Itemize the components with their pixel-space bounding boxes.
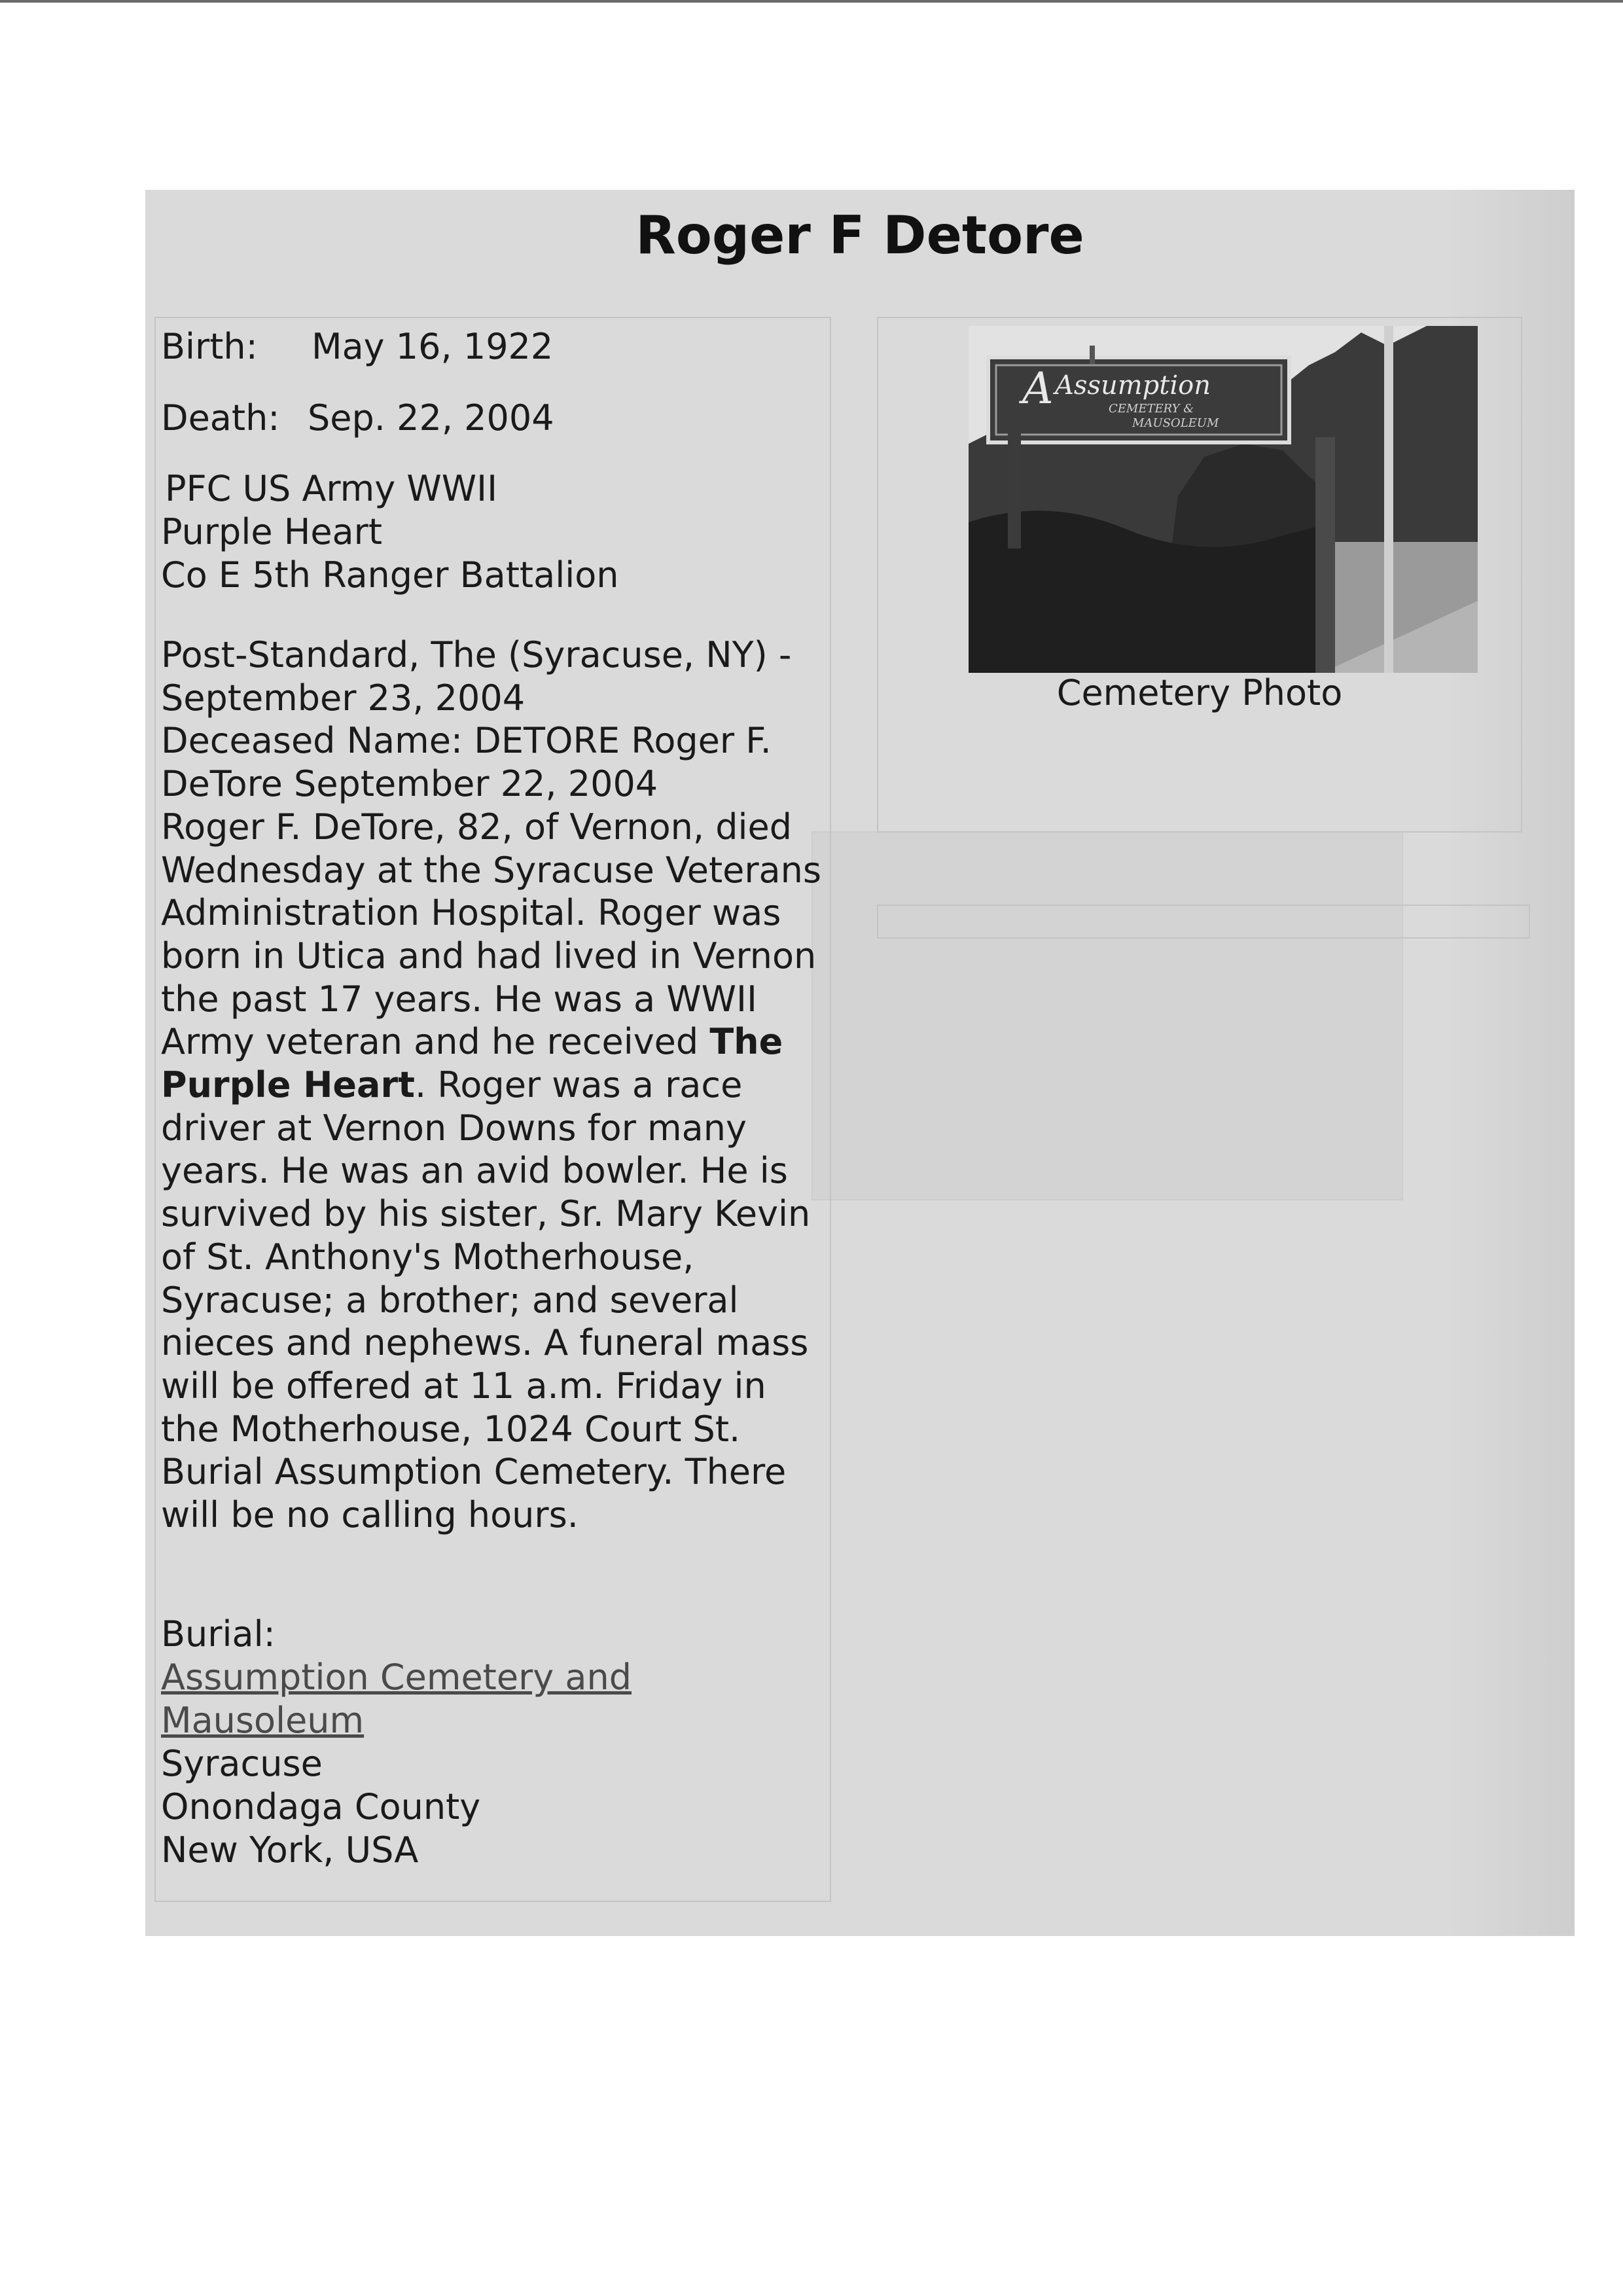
- birth-date: May 16, 1922: [312, 326, 554, 367]
- obituary-text: [161, 634, 829, 1537]
- burial-county: Onondaga County: [161, 1786, 481, 1827]
- photo-box-footer: [877, 905, 1530, 939]
- cemetery-photo-image: [969, 326, 1478, 673]
- scan-edge: [0, 0, 1623, 3]
- cemetery-link[interactable]: Assumption Cemetery and: [161, 1657, 632, 1698]
- page-title: Roger F Detore: [635, 205, 1084, 266]
- service-line-1: PFC US Army WWII: [165, 468, 498, 509]
- cemetery-link-line-2[interactable]: [161, 1699, 364, 1742]
- obituary-deceased-line: Deceased Name: DETORE Roger F. DeTore September 22, 2004: [161, 720, 772, 805]
- obituary-source: Post-Standard, The (Syracuse, NY) - September 23, 2004: [161, 634, 792, 719]
- obituary-body: [161, 806, 829, 1537]
- background-ghost-box: [812, 831, 1403, 1200]
- photo-caption: Cemetery Photo: [1056, 672, 1343, 713]
- death-label: Death:: [161, 397, 280, 439]
- birth-label: Birth:: [161, 326, 258, 367]
- sign-sub-text-2: MAUSOLEUM: [1132, 416, 1219, 430]
- obituary-body-part-1: Roger F. DeTore, 82, of Vernon, died Wednesday at the Syracuse Veterans Administration Hospital. Roger was born in Utica and had lived in Vernon the past 17 years. He was a WWII Army veteran and he received: [161, 806, 821, 1063]
- sign-main-text: Assumption: [1055, 370, 1211, 401]
- burial-state-country: New York, USA: [161, 1829, 419, 1871]
- death-row: [161, 397, 554, 440]
- service-line-2: Purple Heart: [161, 511, 383, 552]
- obituary-body-part-2: . Roger was a race driver at Vernon Downs for many years. He was an avid bowler. He is survived by his sister, Sr. Mary Kevin of St. Anthony's Motherhouse, Syracuse; a brother; and several nieces and nephews. A funeral mass will be offered at 11 a.m. Friday in the Motherhouse, 1024 Court St. Burial Assumption Cemetery. There will be no calling hours.: [161, 1064, 811, 1536]
- cemetery-link-continued[interactable]: Mausoleum: [161, 1700, 365, 1741]
- cemetery-photo[interactable]: [969, 326, 1478, 673]
- sign-letter-a: A: [1022, 363, 1054, 414]
- burial-label: Burial:: [161, 1613, 276, 1655]
- cemetery-link-line-1[interactable]: [161, 1656, 632, 1699]
- sign-sub-text-1: CEMETERY &: [1109, 402, 1194, 416]
- death-date: Sep. 22, 2004: [308, 397, 554, 439]
- service-line-3: Co E 5th Ranger Battalion: [161, 554, 619, 596]
- birth-row: [161, 325, 553, 368]
- burial-city: Syracuse: [161, 1743, 323, 1784]
- purple-heart-emphasis: The Purple Heart: [161, 1021, 783, 1106]
